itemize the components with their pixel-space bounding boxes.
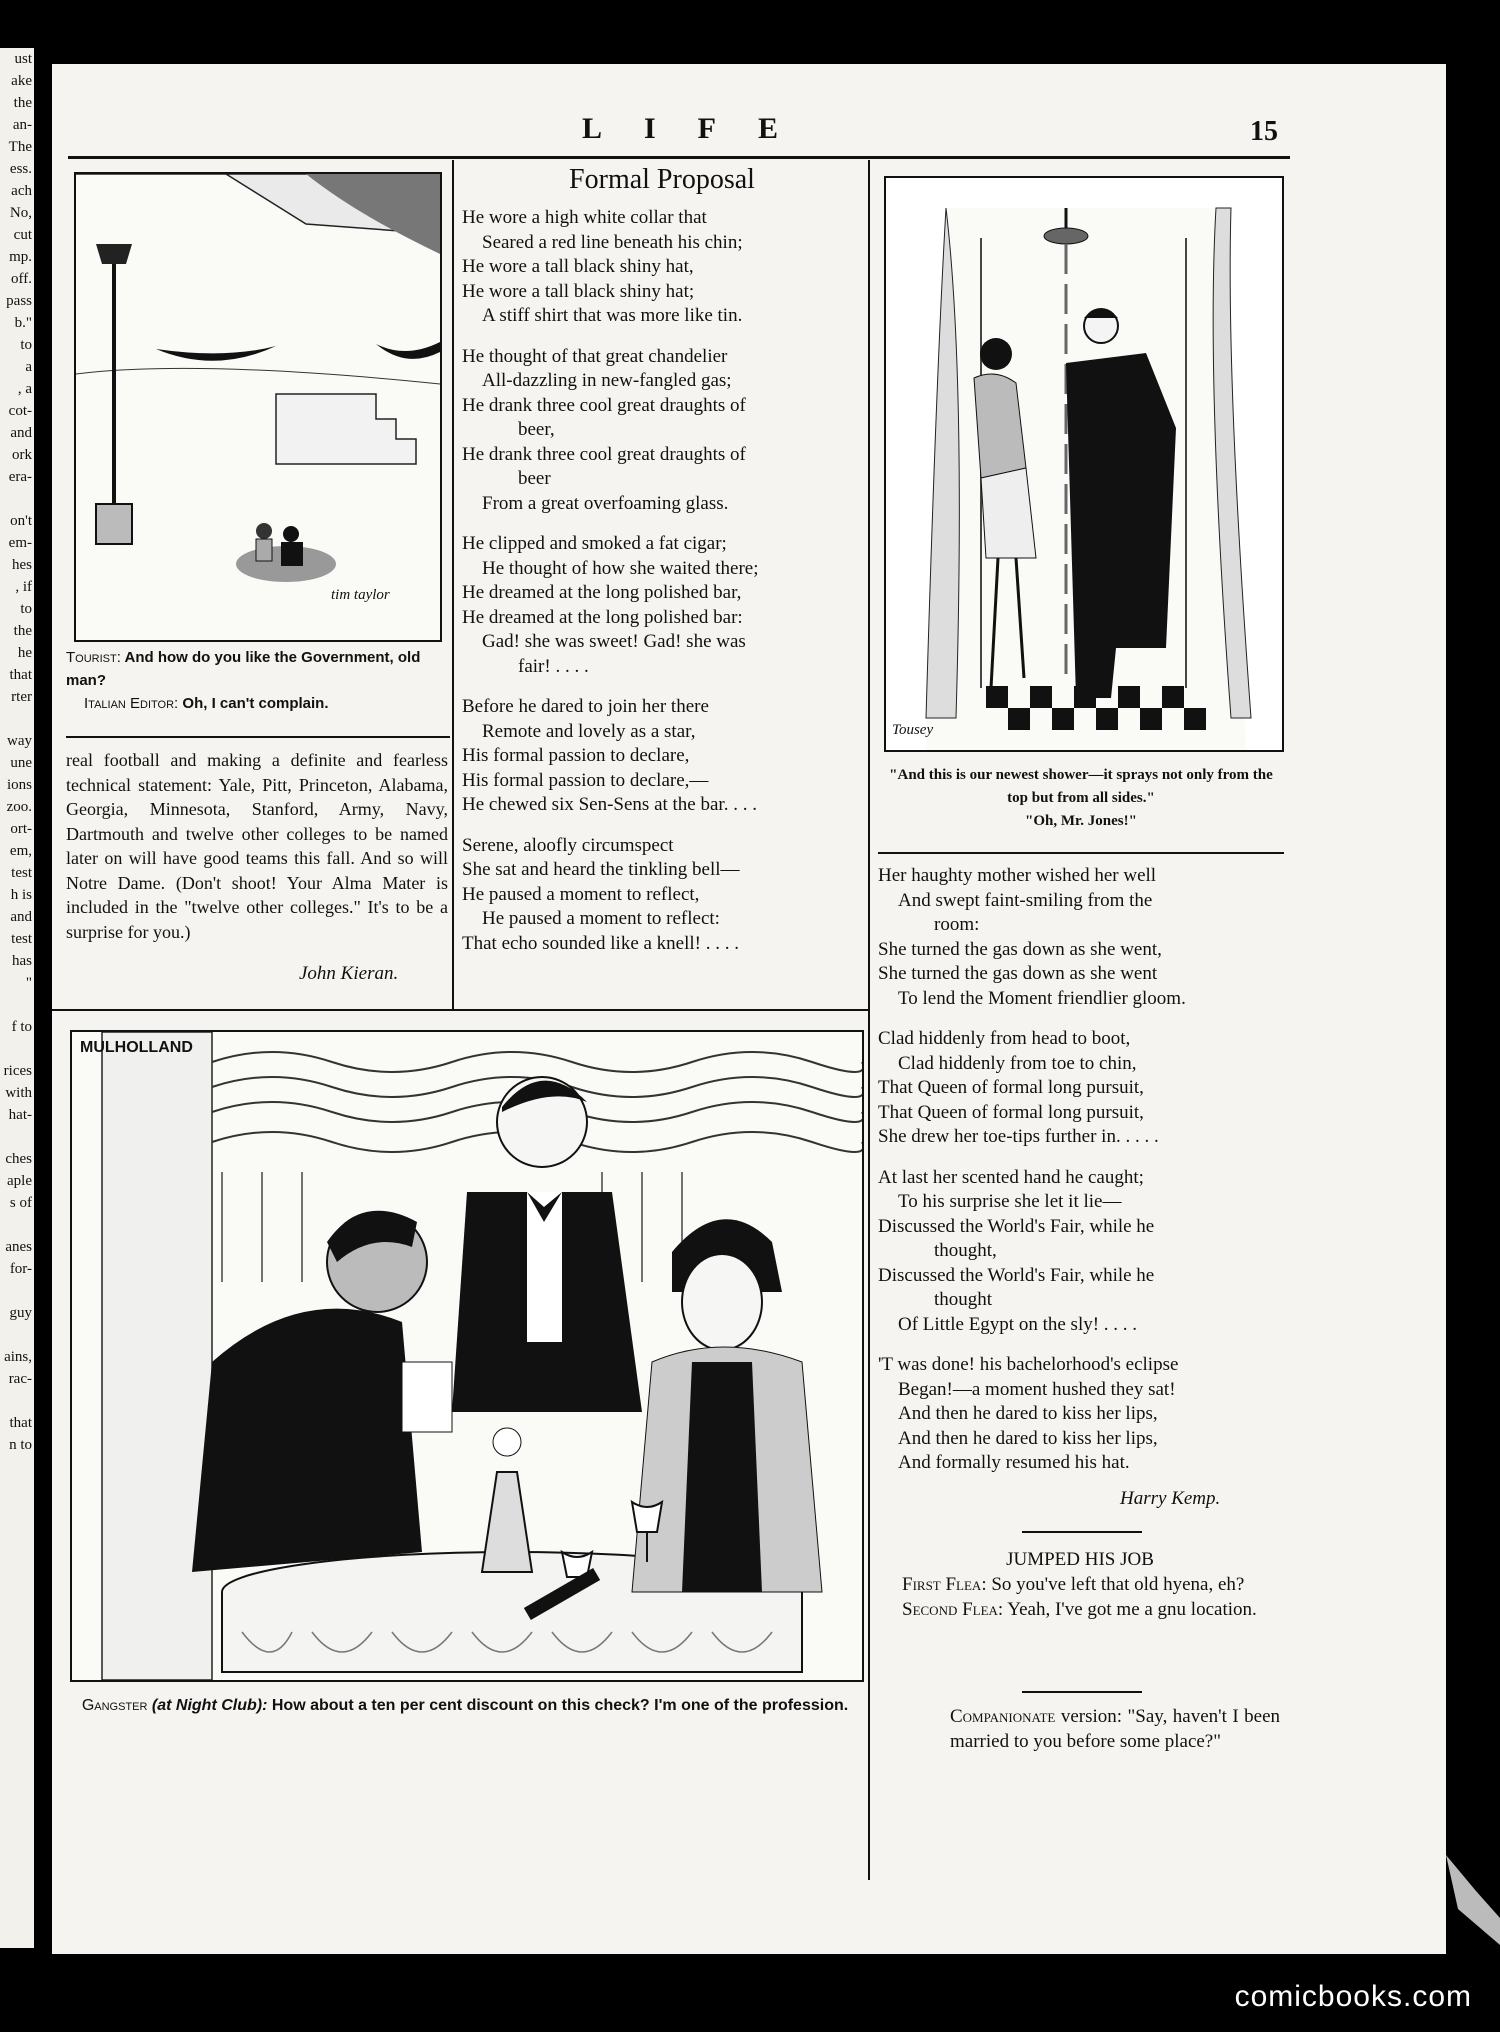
column-divider bbox=[868, 160, 870, 1880]
poem-line: He wore a tall black shiny hat; bbox=[462, 280, 695, 302]
poem-line: Her haughty mother wished her well bbox=[878, 865, 1157, 886]
poem-line: beer bbox=[518, 468, 551, 489]
page-number: 15 bbox=[1250, 116, 1278, 147]
edge-fragment: rter bbox=[11, 689, 32, 705]
edge-fragment: hes bbox=[12, 557, 32, 573]
poem-line: Discussed the World's Fair, while he bbox=[878, 1264, 1155, 1286]
poem-line: He paused a moment to reflect, bbox=[462, 883, 700, 905]
edge-fragment: that bbox=[9, 1415, 32, 1431]
poem-line: To his surprise she let it lie— bbox=[898, 1191, 1122, 1212]
edge-fragment: has bbox=[12, 953, 32, 969]
poem-line: He thought of how she waited there; bbox=[482, 557, 759, 579]
edge-fragment: hat- bbox=[8, 1107, 32, 1123]
speaker-label: Second Flea: bbox=[902, 1598, 1004, 1620]
poem-line: That Queen of formal long pursuit, bbox=[878, 1077, 1144, 1098]
dialogue-line: So you've left that old hyena, eh? bbox=[991, 1574, 1245, 1595]
kieran-article bbox=[66, 748, 448, 944]
edge-fragment: une bbox=[10, 755, 32, 771]
edge-fragment: the bbox=[13, 623, 32, 639]
poem-line: He dreamed at the long polished bar, bbox=[462, 582, 742, 603]
edge-fragment: a bbox=[25, 359, 32, 375]
edge-fragment: and bbox=[10, 425, 32, 441]
edge-fragment: b." bbox=[14, 315, 32, 331]
magazine-page bbox=[52, 64, 1446, 1954]
poem-line: Clad hiddenly from toe to chin, bbox=[898, 1052, 1137, 1074]
poem-line: Of Little Egypt on the sly! . . . . bbox=[898, 1313, 1138, 1335]
caption-text: "And this is our newest shower—it sprays not only from the top but from all sides." bbox=[889, 767, 1273, 806]
joke-lead: Companionate bbox=[950, 1706, 1056, 1727]
edge-fragment bbox=[0, 1126, 34, 1148]
companionate-joke bbox=[878, 1705, 1280, 1754]
poem-author: Harry Kemp. bbox=[1120, 1488, 1221, 1509]
edge-fragment: ess. bbox=[9, 161, 32, 177]
edge-fragment: em- bbox=[8, 535, 32, 551]
edge-fragment: the bbox=[13, 95, 32, 111]
poem-line: And then he dared to kiss her lips, bbox=[898, 1403, 1158, 1424]
column-divider bbox=[452, 160, 454, 1010]
caption-context: (at Night Club): bbox=[151, 1697, 268, 1714]
poem-stanza bbox=[462, 834, 862, 957]
edge-fragment: ust bbox=[14, 51, 32, 67]
poem-line: thought bbox=[934, 1289, 993, 1310]
cartoon1-caption bbox=[66, 646, 450, 715]
edge-fragment: way bbox=[7, 733, 32, 749]
edge-fragment: to bbox=[20, 337, 32, 353]
edge-fragment bbox=[0, 488, 34, 510]
edge-fragment: off. bbox=[11, 271, 32, 287]
poem-line: Discussed the World's Fair, while he bbox=[878, 1215, 1155, 1237]
edge-fragment bbox=[0, 1280, 34, 1302]
poem-line: And then he dared to kiss her lips, bbox=[898, 1427, 1158, 1449]
kieran-author: John Kieran. bbox=[299, 963, 399, 984]
header-rule bbox=[68, 156, 1290, 159]
edge-fragment bbox=[0, 994, 34, 1016]
poem-line: All-dazzling in new-fangled gas; bbox=[482, 370, 732, 391]
poem-line: He drank three cool great draughts of bbox=[462, 443, 746, 465]
poem-stanza bbox=[462, 345, 862, 517]
jumped-dialogue bbox=[878, 1573, 1280, 1622]
section-rule bbox=[52, 1009, 868, 1011]
speaker-label: First Flea: bbox=[902, 1574, 987, 1595]
edge-fragment: s of bbox=[9, 1195, 32, 1211]
caption-speaker: Tourist: bbox=[66, 649, 121, 666]
poem-line: Gad! she was sweet! Gad! she was bbox=[482, 631, 746, 652]
edge-fragment: ort- bbox=[10, 821, 32, 837]
edge-fragment: anes bbox=[5, 1239, 32, 1255]
edge-fragment: he bbox=[17, 645, 32, 661]
poem-line: beer, bbox=[518, 419, 555, 440]
edge-fragment: rices bbox=[3, 1063, 32, 1079]
edge-fragment: test bbox=[11, 865, 32, 881]
edge-fragment: zoo. bbox=[6, 799, 32, 815]
watermark: comicbooks.com bbox=[1234, 1980, 1472, 2013]
joke-text: version: "Say, haven't I been married to you before some place?" bbox=[950, 1706, 1281, 1752]
poem-column-middle bbox=[462, 206, 862, 972]
poem-title: Formal Proposal bbox=[569, 164, 755, 195]
edge-fragment: mp. bbox=[9, 249, 32, 265]
poem-stanza bbox=[878, 1166, 1282, 1338]
poem-line: He wore a high white collar that bbox=[462, 207, 707, 228]
edge-fragment: The bbox=[8, 139, 32, 155]
poem-stanza bbox=[462, 695, 862, 818]
poem-stanza bbox=[878, 1353, 1282, 1476]
poem-line: thought, bbox=[934, 1240, 997, 1261]
edge-fragment: em, bbox=[9, 843, 32, 859]
poem-line: Began!—a moment hushed they sat! bbox=[898, 1378, 1176, 1400]
edge-fragment: n to bbox=[9, 1437, 32, 1453]
edge-fragment: on't bbox=[10, 513, 32, 529]
page-corner-fold bbox=[1440, 1855, 1500, 1945]
poem-line: And formally resumed his hat. bbox=[898, 1452, 1130, 1473]
poem-line: And swept faint-smiling from the bbox=[898, 889, 1153, 911]
edge-fragment: to bbox=[20, 601, 32, 617]
venice-cartoon bbox=[74, 172, 442, 642]
poem-line: That echo sounded like a knell! . . . . bbox=[462, 932, 740, 954]
poem-line: Serene, aloofly circumspect bbox=[462, 834, 674, 856]
poem-column-right bbox=[878, 864, 1282, 1492]
edge-fragment: No, bbox=[9, 205, 32, 221]
poem-line: To lend the Moment friendlier gloom. bbox=[898, 987, 1186, 1009]
section-rule bbox=[66, 736, 450, 738]
edge-fragment: cut bbox=[13, 227, 32, 243]
poem-line: Seared a red line beneath his chin; bbox=[482, 231, 743, 253]
poem-line: He thought of that great chandelier bbox=[462, 345, 728, 367]
edge-fragment: guy bbox=[9, 1305, 32, 1321]
edge-fragment: h is bbox=[10, 887, 32, 903]
edge-fragment: " bbox=[25, 975, 32, 991]
poem-line: He paused a moment to reflect: bbox=[482, 908, 720, 929]
cartoon2-caption bbox=[878, 764, 1284, 833]
poem-line: That Queen of formal long pursuit, bbox=[878, 1101, 1144, 1123]
edge-fragment: aple bbox=[7, 1173, 32, 1189]
cartoon1-signature: tim taylor bbox=[331, 587, 390, 603]
edge-fragment: that bbox=[9, 667, 32, 683]
poem-line: His formal passion to declare, bbox=[462, 745, 690, 766]
poem-line: He wore a tall black shiny hat, bbox=[462, 256, 694, 277]
caption-text: Oh, I can't complain. bbox=[182, 695, 329, 712]
poem-line: Before he dared to join her there bbox=[462, 696, 709, 717]
poem-line: At last her scented hand he caught; bbox=[878, 1166, 1144, 1188]
edge-fragment: pass bbox=[6, 293, 32, 309]
poem-line: She sat and heard the tinkling bell— bbox=[462, 859, 740, 880]
poem-line: 'T was done! his bachelorhood's eclipse bbox=[878, 1354, 1179, 1375]
poem-stanza bbox=[878, 864, 1282, 1011]
edge-fragment: ake bbox=[11, 73, 32, 89]
cartoon2-signature: Tousey bbox=[892, 722, 934, 738]
edge-fragment: ions bbox=[6, 777, 32, 793]
edge-fragment: ach bbox=[11, 183, 32, 199]
edge-fragment: ork bbox=[12, 447, 32, 463]
poem-line: He dreamed at the long polished bar: bbox=[462, 606, 743, 628]
shower-cartoon bbox=[884, 176, 1284, 752]
poem-line: He chewed six Sen-Sens at the bar. . . . bbox=[462, 794, 757, 815]
jumped-title: JUMPED HIS JOB bbox=[1006, 1549, 1154, 1570]
poem-line: His formal passion to declare,— bbox=[462, 769, 709, 791]
edge-fragment: with bbox=[5, 1085, 32, 1101]
poem-line: He drank three cool great draughts of bbox=[462, 394, 746, 416]
edge-fragment bbox=[0, 1390, 34, 1412]
poem-line: She turned the gas down as she went bbox=[878, 963, 1158, 984]
edge-fragment: era- bbox=[8, 469, 32, 485]
caption-text: How about a ten per cent discount on this check? I'm one of the profession. bbox=[271, 1697, 849, 1714]
edge-fragment: and bbox=[10, 909, 32, 925]
edge-fragment bbox=[0, 1214, 34, 1236]
poem-line: From a great overfoaming glass. bbox=[482, 492, 729, 514]
nightclub-cartoon bbox=[70, 1030, 864, 1682]
edge-fragment: , a bbox=[17, 381, 32, 397]
poem-line: fair! . . . . bbox=[518, 655, 589, 677]
poem-stanza bbox=[878, 1027, 1282, 1150]
edge-fragment bbox=[0, 1324, 34, 1346]
edge-fragment: ches bbox=[5, 1151, 32, 1167]
edge-fragment: for- bbox=[9, 1261, 32, 1277]
edge-fragment bbox=[0, 1038, 34, 1060]
poem-line: She drew her toe-tips further in. . . . . bbox=[878, 1126, 1159, 1147]
edge-fragment: f to bbox=[11, 1019, 32, 1035]
poem-line: Clad hiddenly from head to boot, bbox=[878, 1028, 1131, 1049]
caption-text: "Oh, Mr. Jones!" bbox=[1025, 813, 1137, 829]
caption-speaker: Gangster bbox=[81, 1697, 148, 1714]
poem-stanza bbox=[462, 532, 862, 679]
section-rule bbox=[878, 852, 1284, 854]
edge-fragment: rac- bbox=[8, 1371, 32, 1387]
section-rule bbox=[1022, 1691, 1142, 1693]
poem-stanza bbox=[462, 206, 862, 329]
masthead: LIFE bbox=[582, 112, 821, 145]
adjacent-page-edge bbox=[0, 48, 34, 1948]
cartoon3-signature: MULHOLLAND bbox=[80, 1039, 193, 1056]
poem-line: Remote and lovely as a star, bbox=[482, 720, 696, 742]
section-rule bbox=[1022, 1531, 1142, 1533]
caption-text: And how do you like the Government, old man? bbox=[66, 649, 421, 689]
poem-line: She turned the gas down as she went, bbox=[878, 938, 1162, 960]
edge-fragment: ains, bbox=[4, 1349, 32, 1365]
kieran-text: real football and making a definite and fearless technical statement: Yale, Pitt, Princeton, Alabama, Georgia, Minnesota, Stanford, Army, Navy, Dartmouth and twelve other colleges to be named later on will have good teams this fall. And so will Notre Dame. (Don't shoot! Your Alma Mater is included in the "twelve other colleges." It's to be a surprise for you.) bbox=[66, 750, 448, 942]
dialogue-line: Yeah, I've got me a gnu location. bbox=[1007, 1598, 1257, 1620]
edge-fragment bbox=[0, 708, 34, 730]
edge-fragment: cot- bbox=[8, 403, 32, 419]
caption-speaker: Italian Editor: bbox=[84, 695, 179, 712]
edge-fragment: test bbox=[11, 931, 32, 947]
edge-fragment: an- bbox=[12, 117, 32, 133]
poem-line: A stiff shirt that was more like tin. bbox=[482, 305, 743, 326]
poem-line: He clipped and smoked a fat cigar; bbox=[462, 533, 727, 554]
poem-line: room: bbox=[934, 914, 980, 935]
edge-fragment: , if bbox=[15, 579, 32, 595]
cartoon3-caption bbox=[70, 1694, 860, 1717]
